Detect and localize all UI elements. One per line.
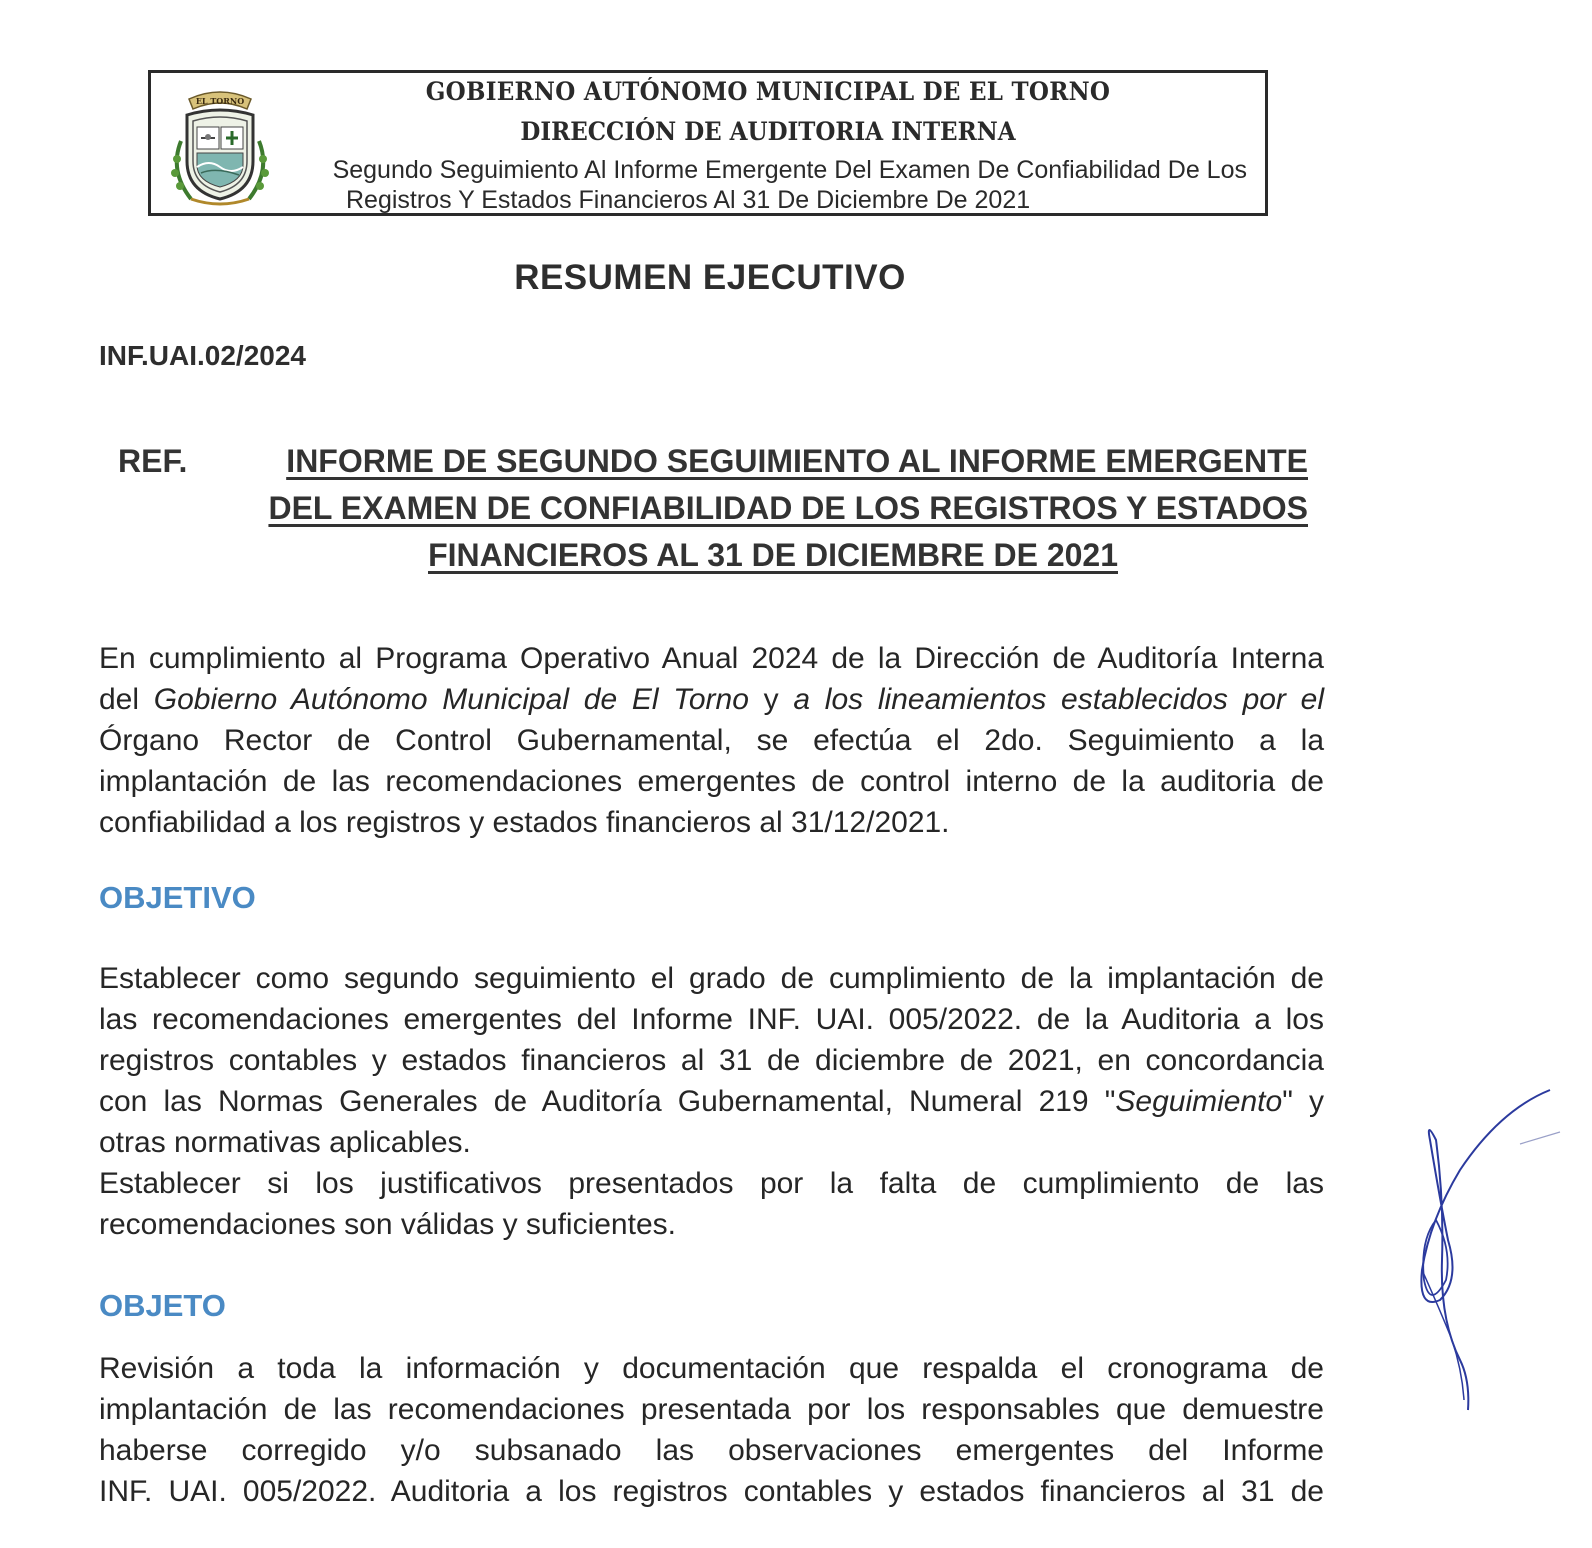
report-code: INF.UAI.02/2024 [99, 340, 306, 371]
section-heading-objetivo: OBJETIVO [99, 880, 256, 915]
municipal-seal-icon [161, 81, 279, 209]
ref-line: DEL EXAMEN DE CONFIABILIDAD DE LOS REGISTROS Y ESTADOS [268, 490, 1308, 526]
header-subtitle-line-2: Registros Y Estados Financieros Al 31 De Diciembre De 2021 [346, 186, 1031, 214]
handwritten-signature [1400, 1080, 1570, 1420]
direction-name: DIRECCIÓN DE AUDITORIA INTERNA [520, 117, 1016, 146]
ref-text [184, 438, 1308, 579]
paragraph-line: las recomendaciones emergentes del Informe INF. UAI. 005/2022. de la Auditoria a los [99, 1003, 1324, 1036]
paragraph-line: Órgano Rector de Control Gubernamental, se efectúa el 2do. Seguimiento a la [99, 724, 1324, 757]
italic-text: Seguimiento [1115, 1085, 1283, 1118]
ref-line: FINANCIEROS AL 31 DE DICIEMBRE DE 2021 [428, 537, 1118, 573]
paragraph-line: Revisión a toda la información y documentación que respalda el cronograma de [99, 1352, 1324, 1385]
paragraph-line: En cumplimiento al Programa Operativo Anual 2024 de la Dirección de Auditoría Interna [99, 642, 1324, 675]
paragraph-line: recomendaciones son válidas y suficientes. [99, 1208, 676, 1241]
italic-text: a los lineamientos establecidos por el [793, 683, 1325, 716]
header-subtitle-line-1: Segundo Seguimiento Al Informe Emergente Del Examen De Confiabilidad De Los [332, 156, 1247, 184]
paragraph-line: Establecer como segundo seguimiento el grado de cumplimiento de la implantación de [99, 962, 1324, 995]
objeto-paragraph [99, 1348, 1324, 1512]
ref-label: REF. [118, 443, 188, 479]
paragraph-line: registros contables y estados financieros al 31 de diciembre de 2021, en concordancia [99, 1044, 1324, 1077]
paragraph-line: otras normativas aplicables. [99, 1126, 471, 1159]
paragraph-line: implantación de las recomendaciones presentada por los responsables que demuestre [99, 1393, 1324, 1426]
objetivo-paragraph [99, 958, 1324, 1245]
italic-text: Gobierno Autónomo Municipal de El Torno [153, 683, 749, 716]
letterhead [148, 70, 1268, 216]
ref-line: INFORME DE SEGUNDO SEGUIMIENTO AL INFORME EMERGENTE [286, 443, 1308, 479]
organization-name: GOBIERNO AUTÓNOMO MUNICIPAL DE EL TORNO [425, 77, 1111, 106]
document-title: RESUMEN EJECUTIVO [514, 258, 906, 297]
paragraph-line: implantación de las recomendaciones emergentes de control interno de la auditoria de [99, 765, 1324, 798]
paragraph-line: haberse corregido y/o subsanado las observaciones emergentes del Informe [99, 1434, 1324, 1467]
paragraph-line: INF. UAI. 005/2022. Auditoria a los registros contables y estados financieros al 31 de [99, 1475, 1324, 1508]
intro-paragraph [99, 638, 1324, 843]
section-heading-objeto: OBJETO [99, 1288, 226, 1323]
paragraph-line: con las Normas Generales de Auditoría Gubernamental, Numeral 219 "Seguimiento" y [99, 1085, 1324, 1118]
paragraph-line: confiabilidad a los registros y estados financieros al 31/12/2021. [99, 806, 950, 839]
svg-text:EL TORNO: EL TORNO [195, 96, 245, 106]
paragraph-line: Establecer si los justificativos presentados por la falta de cumplimiento de las [99, 1167, 1324, 1200]
paragraph-line: del Gobierno Autónomo Municipal de El Torno y a los lineamientos establecidos por el [99, 683, 1325, 716]
